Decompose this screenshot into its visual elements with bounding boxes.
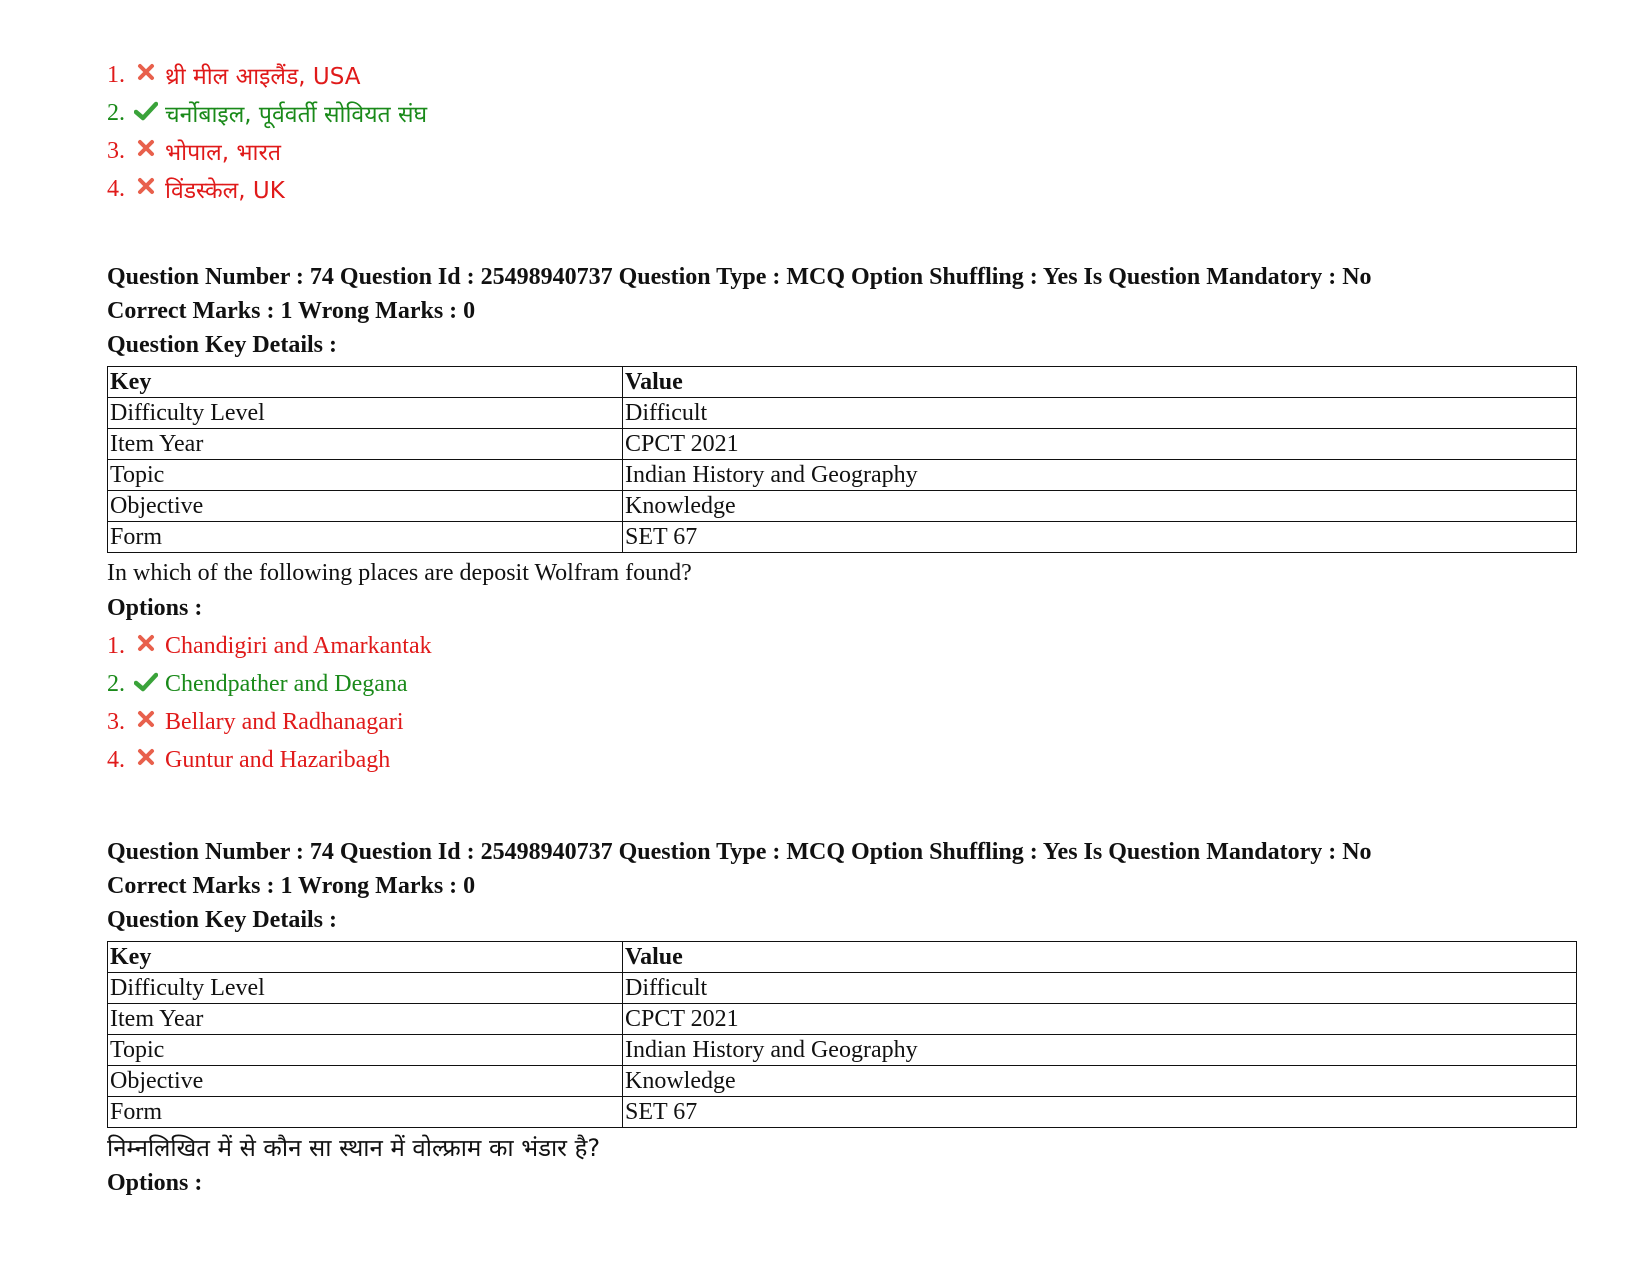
table-row <box>108 522 1577 553</box>
row-key: Difficulty Level <box>108 398 623 429</box>
row-value: CPCT 2021 <box>623 1004 1577 1035</box>
option-text: चर्नोबाइल, पूर्ववर्ती सोवियत संघ <box>165 102 428 128</box>
option-text: थ्री मील आइलैंड, USA <box>165 64 361 90</box>
option-text: Bellary and Radhanagari <box>165 708 404 735</box>
table-row <box>108 973 1577 1004</box>
table-row <box>108 1004 1577 1035</box>
table-header-key: Key <box>108 367 623 398</box>
row-value: SET 67 <box>623 1097 1577 1128</box>
row-value: Knowledge <box>623 1066 1577 1097</box>
option-number: 2. <box>107 99 125 126</box>
option-number: 1. <box>107 632 125 659</box>
row-key: Item Year <box>108 429 623 460</box>
option-text: Chendpather and Degana <box>165 670 408 697</box>
question-meta: Question Number : 74 Question Id : 25498940737 Question Type : MCQ Option Shuffling : Yes Is Question Mandatory : No <box>107 264 1372 290</box>
row-key: Topic <box>108 1035 623 1066</box>
row-key: Topic <box>108 460 623 491</box>
table-header-value: Value <box>623 942 1577 973</box>
option-2 <box>107 94 427 132</box>
option-number: 3. <box>107 137 125 164</box>
table-header-value: Value <box>623 367 1577 398</box>
table-row <box>108 491 1577 522</box>
key-details-label: Question Key Details : <box>107 332 337 358</box>
row-value: Indian History and Geography <box>623 1035 1577 1066</box>
option-4 <box>107 741 1577 779</box>
question-block-2 <box>107 835 1577 1200</box>
option-number: 1. <box>107 61 125 88</box>
row-value: Indian History and Geography <box>623 460 1577 491</box>
cross-icon <box>131 139 161 163</box>
question-block-1 <box>107 260 1577 779</box>
check-icon <box>131 101 161 125</box>
marks-info: Correct Marks : 1 Wrong Marks : 0 <box>107 873 476 899</box>
option-1 <box>107 627 1577 665</box>
option-3 <box>107 703 1577 741</box>
row-value: Knowledge <box>623 491 1577 522</box>
option-3 <box>107 132 427 170</box>
table-header-row <box>108 942 1577 973</box>
table-row <box>108 1066 1577 1097</box>
row-value: SET 67 <box>623 522 1577 553</box>
marks-info: Correct Marks : 1 Wrong Marks : 0 <box>107 298 476 324</box>
options-list <box>107 627 1577 779</box>
options-label: Options : <box>107 1170 203 1196</box>
row-key: Difficulty Level <box>108 973 623 1004</box>
cross-icon <box>131 710 161 734</box>
cross-icon <box>131 63 161 87</box>
table-row <box>108 1035 1577 1066</box>
option-text: Chandigiri and Amarkantak <box>165 632 432 659</box>
option-number: 2. <box>107 670 125 697</box>
option-text: Guntur and Hazaribagh <box>165 746 391 773</box>
table-header-key: Key <box>108 942 623 973</box>
options-label: Options : <box>107 595 203 621</box>
option-2 <box>107 665 1577 703</box>
row-key: Objective <box>108 1066 623 1097</box>
option-number: 3. <box>107 708 125 735</box>
option-number: 4. <box>107 175 125 202</box>
option-text: विंडस्केल, UK <box>165 178 285 204</box>
cross-icon <box>131 177 161 201</box>
check-icon <box>131 672 161 696</box>
row-value: Difficult <box>623 398 1577 429</box>
option-1 <box>107 56 427 94</box>
table-header-row <box>108 367 1577 398</box>
key-details-label: Question Key Details : <box>107 907 337 933</box>
option-text: भोपाल, भारत <box>165 140 282 166</box>
table-row <box>108 1097 1577 1128</box>
row-key: Form <box>108 1097 623 1128</box>
table-row <box>108 429 1577 460</box>
row-value: Difficult <box>623 973 1577 1004</box>
table-row <box>108 398 1577 429</box>
question-text: In which of the following places are deposit Wolfram found? <box>107 560 692 586</box>
option-4 <box>107 170 427 208</box>
cross-icon <box>131 634 161 658</box>
top-options-list <box>107 56 427 208</box>
table-row <box>108 460 1577 491</box>
row-key: Item Year <box>108 1004 623 1035</box>
question-text: निम्नलिखित में से कौन सा स्थान में वोल्फ्राम का भंडार है? <box>107 1134 601 1162</box>
question-meta: Question Number : 74 Question Id : 25498940737 Question Type : MCQ Option Shuffling : Yes Is Question Mandatory : No <box>107 839 1372 865</box>
row-value: CPCT 2021 <box>623 429 1577 460</box>
cross-icon <box>131 748 161 772</box>
option-number: 4. <box>107 746 125 773</box>
row-key: Objective <box>108 491 623 522</box>
key-details-table <box>107 941 1577 1128</box>
row-key: Form <box>108 522 623 553</box>
key-details-table <box>107 366 1577 553</box>
